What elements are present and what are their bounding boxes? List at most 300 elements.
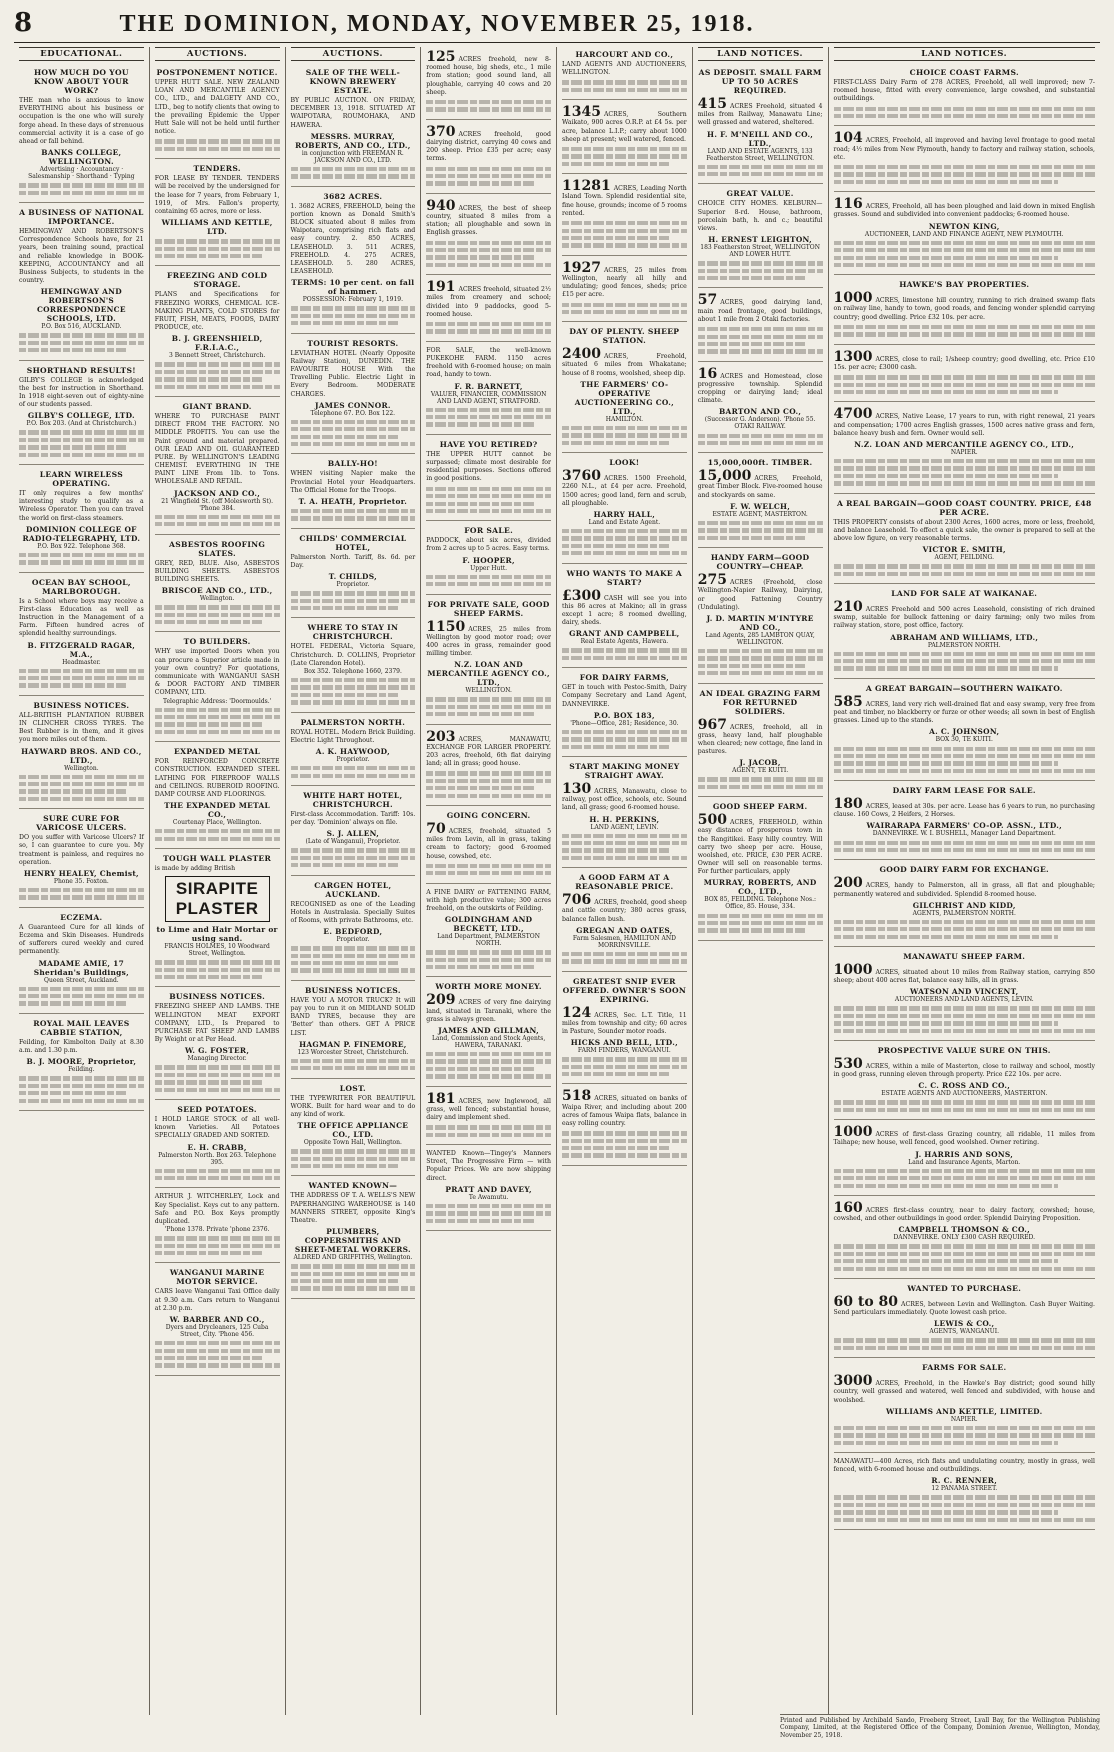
print-lines <box>562 730 687 749</box>
ad-firm: HENRY HEALEY, Chemist, <box>23 868 139 878</box>
ad-text: LEVIATHAN HOTEL (Nearly Opposite Railway Station), DUNEDIN. THE FAVOURITE HOUSE With the Travelling Public. Electric Light in Every Bedroom. MODERATE CHARGES. <box>290 349 416 398</box>
ad-text: FOR LEASE BY TENDER. TENDERS will be received by the undersigned for the lease for 7 years, from February 1, 1919, of Mrs. Fallon's property, containing 65 acres, more or less. <box>154 175 280 215</box>
ad-acreage: 1000 <box>833 1124 873 1141</box>
ad-address: 123 Worcester Street, Christchurch. <box>297 1048 409 1056</box>
advertisement <box>698 686 823 798</box>
ad-acreage: 124 <box>562 1004 592 1021</box>
ad-address: Telephone 67. P.O. Box 122. <box>310 409 396 417</box>
ad-title: EXPANDED METAL <box>174 747 261 757</box>
ad-firm: H. H. PERKINS, <box>589 814 660 824</box>
ad-text: ACRES, within a mile of Masterton, close to railway and school, mostly in good grass, running eleven through property. Price £22 10s. per acre. <box>833 1063 1095 1079</box>
ad-address: Advertising · Accountancy · Salesmanship · Shorthand · Typing <box>28 166 135 181</box>
advertisement <box>19 205 144 361</box>
advertisement <box>562 258 687 323</box>
print-lines <box>562 147 687 166</box>
ad-title: FARMS FOR SALE. <box>922 1363 1007 1373</box>
ad-text: ACRES, close to rail; 1/sheep country; good dwelling, etc. Price £10 15s. per acre; £3000 cash. <box>833 355 1095 371</box>
ad-address: Wellington. <box>64 764 99 772</box>
print-lines <box>291 1059 416 1071</box>
print-lines <box>155 362 280 388</box>
ad-body <box>698 813 823 876</box>
ad-firm: T. CHILDS, <box>328 572 378 582</box>
ad-title: DAY OF PLENTY. SHEEP STATION. <box>569 327 680 346</box>
ad-text: ACRES, 25 miles from Wellington, nearly all hilly and undulating; good fences, sheds; price £15 per acre. <box>562 266 687 299</box>
print-lines <box>291 306 416 325</box>
advertisement <box>834 1198 1096 1279</box>
advertisement <box>834 1455 1096 1530</box>
ad-body <box>19 490 144 523</box>
ad-title: 15,000,000ft. TIMBER. <box>707 458 813 468</box>
print-lines <box>155 1236 280 1255</box>
advertisement <box>562 176 687 255</box>
advertisement <box>155 537 280 633</box>
print-lines <box>698 165 823 177</box>
ad-acreage: 518 <box>562 1088 592 1105</box>
ad-acreage: 16 <box>697 365 718 382</box>
ad-firm: MESSRS. MURRAY, ROBERTS, AND CO., LTD., <box>295 131 411 150</box>
print-lines <box>834 459 1096 485</box>
ad-text: CHOICE CITY HOMES. KELBURN—Superior 8-rd. House, bathroom, porcelain bath, h. and c.; beautiful views. <box>697 200 823 232</box>
advertisement <box>562 102 687 174</box>
ad-firm: THE FARMERS' CO-OPERATIVE AUCTIONEERING CO., LTD., <box>574 379 674 416</box>
ad-text: ACRES, between Levin and Wellington. Cash Buyer Waiting. Send particulars immediately. Quote lowest cash price. <box>833 1300 1095 1317</box>
advertisement <box>291 715 416 786</box>
ad-title: AN IDEAL GRAZING FARM FOR RETURNED SOLDIERS. <box>699 688 821 716</box>
column-auctions-1 <box>150 47 286 1715</box>
ad-address: AGENTS, WANGANUI. <box>929 1328 1000 1336</box>
print-lines <box>562 648 687 660</box>
ad-body <box>19 834 144 867</box>
advertisement <box>291 336 416 455</box>
print-lines <box>426 864 551 876</box>
ad-body <box>698 200 823 233</box>
ad-body <box>426 451 551 484</box>
advertisement <box>834 586 1096 679</box>
ad-text: ACRES, situated about 10 miles from Railway station, carrying 850 sheep; about 400 acres flat, balance easy hills, all in grass. <box>833 968 1095 985</box>
ad-text: ROYAL HOTEL. Modern Brick Building. Electric Light Throughout. <box>290 728 416 744</box>
print-lines <box>834 1426 1096 1445</box>
ad-text: GREY, RED, BLUE. Also, ASBESTOS BUILDING SHEETS. ASBESTOS BUILDING SHEETS. <box>154 559 280 583</box>
ad-address: Managing Director. <box>187 1055 247 1063</box>
ad-acreage: 967 <box>697 716 727 733</box>
ad-acreage: 160 <box>833 1199 863 1216</box>
ad-body <box>698 293 823 324</box>
advertisement <box>155 399 280 535</box>
ad-address: WELLINGTON. <box>465 687 512 695</box>
ad-acreage: £300 <box>562 587 601 604</box>
ad-firm: GOLDINGHAM AND BECKETT, LTD., <box>444 915 533 934</box>
ad-acreage: 530 <box>833 1056 863 1072</box>
ad-text: ACRES, situated on banks of Waipa River, and including about 200 acres of famous Waipa flats, balance in easy rolling country. <box>562 1095 687 1128</box>
ad-title: WHO WANTS TO MAKE A START? <box>566 568 683 587</box>
print-lines <box>834 1100 1096 1112</box>
ad-text: ACRES, MANAWATU, EXCHANGE FOR LARGER PROPERTY. 203 acres, freehold, 6th flat dairying land; all in grass; good house. <box>426 735 551 768</box>
ad-acreage: 203 <box>426 728 456 745</box>
ad-address: Telegraphic Address: 'Doormoulds.' <box>162 697 272 705</box>
ad-title: A REAL BARGAIN—GOOD COAST COUNTRY. PRICE, £48 PER ACRE. <box>836 498 1092 517</box>
ad-body <box>426 199 551 238</box>
ad-firm: ABRAHAM AND WILLIAMS, LTD., <box>890 632 1039 642</box>
ad-body <box>155 79 280 136</box>
ad-body <box>291 554 416 570</box>
ad-text: THE ADDRESS OF T. A. WELLS'S NEW PAPERHANGING WAREHOUSE is 140 MANNERS STREET, opposite King's Theatre. <box>290 1192 416 1224</box>
ad-body <box>19 1039 144 1055</box>
ad-body <box>426 889 551 914</box>
ad-acreage: 104 <box>833 130 863 147</box>
ad-firm: R. C. RENNER, <box>931 1476 998 1486</box>
ad-address: ALDRED AND GRIFFITHS, Wellington. <box>293 1254 413 1262</box>
print-lines <box>19 553 144 565</box>
advertisement <box>698 364 823 454</box>
ad-acreage: 3760 <box>562 468 601 485</box>
ad-body <box>426 993 551 1024</box>
advertisement <box>698 290 823 361</box>
ad-body <box>834 1057 1096 1079</box>
ad-firm: HAYWARD BROS. AND CO., LTD., <box>21 746 142 765</box>
advertisement <box>562 455 687 563</box>
ad-acreage: 60 to 80 <box>833 1293 899 1310</box>
ad-acreage: 125 <box>426 49 456 65</box>
ad-title: GOING CONCERN. <box>446 810 531 820</box>
ad-firm: H. ERNEST LEIGHTON, <box>708 235 813 245</box>
ad-body <box>155 291 280 332</box>
ad-body <box>698 97 823 128</box>
ad-body <box>19 712 144 745</box>
ad-text: ACRES freehold, good dairying district, carrying 40 cows and 200 sheep. Price £35 per acre; easy terms. <box>426 130 551 163</box>
ad-acreage: 275 <box>697 572 727 589</box>
ad-text: is made by adding British <box>154 864 236 872</box>
ad-address: 3 Bennett Street, Christchurch. <box>169 352 266 360</box>
ad-body <box>19 377 144 410</box>
advertisement <box>426 727 551 806</box>
print-lines <box>698 649 823 675</box>
section-heading: LAND NOTICES. <box>698 47 823 61</box>
ad-title: HOW MUCH DO YOU KNOW ABOUT YOUR WORK? <box>33 68 129 95</box>
ad-text: ACRES, Leading North Island Town. Splendid residential site, fine house, grounds; income of 5 rooms rented. <box>562 185 687 217</box>
ad-title: LEARN WIRELESS OPERATING. <box>39 469 123 488</box>
ad-title: GOOD DAIRY FARM FOR EXCHANGE. <box>879 865 1049 875</box>
ad-body <box>562 347 687 378</box>
ad-acreage: 370 <box>426 123 456 140</box>
ad-firm: GRANT AND CAMPBELL, <box>569 629 680 639</box>
advertisement <box>19 698 144 809</box>
ad-text: ACRES, Freehold, all has been ploughed and laid down in mixed English grasses. Sound and subdivided into convenient paddocks; 6-roomed house. <box>833 203 1095 219</box>
ad-title: POSTPONEMENT NOTICE. <box>156 68 278 77</box>
sirapite-logo: SIRAPITE PLASTER <box>165 876 270 922</box>
ad-address: 183 Featherston Street, WELLINGTON AND LOWER HUTT. <box>700 244 820 259</box>
ad-firm: WATSON AND VINCENT, <box>910 987 1019 997</box>
ad-text: ACRES, leased at 30s. per acre. Lease has 6 years to run, no purchasing clause. 160 Cows, 2 Heifers, 2 Horses. <box>833 803 1095 819</box>
ad-body <box>698 469 823 500</box>
ad-address: BOX 30, TE KUITI. <box>935 736 993 744</box>
ad-address: DANNEVIRKE. W. I. BUSHELL, Manager Land Department. <box>872 830 1056 838</box>
ad-text: ACRES, land very rich well-drained flat and easy swamp, very free from peat and timber, no blackberry or furze or other weeds; all sown in best of English grasses. Lined up to the stands. <box>833 700 1095 725</box>
ad-firm: to Lime and Hair Mortar or using sand. <box>156 925 278 944</box>
ad-text: ACRES, Freehold, all improved and having level frontage to good metal road; 4½ miles from New Plymouth, handy to factory and railway station, schools, etc. <box>833 137 1095 161</box>
ad-address: NAPIER. <box>950 1415 978 1423</box>
ad-address: AUCTIONEER, LAND AND FINANCE AGENT, NEW PLYMOUTH. <box>864 230 1064 238</box>
ad-title: WHERE TO STAY IN CHRISTCHURCH. <box>307 623 399 642</box>
ad-body <box>834 1201 1096 1223</box>
ad-firm: J. HARRIS AND SONS, <box>915 1149 1014 1159</box>
ad-text: ACRES, Freehold, situated 6 miles from Whakatane; house of 8 rooms, woolshed, sheep dip. <box>562 353 687 377</box>
ad-acreage: 415 <box>697 96 727 112</box>
ad-body <box>834 79 1096 104</box>
ad-address: Box 352. Telephone 1660, 2379. <box>303 668 402 675</box>
print-lines <box>19 775 144 801</box>
advertisement <box>426 523 551 594</box>
ad-firm: PLUMBERS, COPPERSMITHS AND SHEET-METAL WORKERS. <box>294 1227 411 1255</box>
ad-acreage: 210 <box>833 599 863 616</box>
ad-body <box>19 97 144 146</box>
ad-acreage: 1345 <box>562 104 601 121</box>
ad-acreage: 4700 <box>833 406 873 423</box>
ad-body <box>834 1125 1096 1147</box>
column-educational <box>14 47 150 1715</box>
ad-firm: B. FITZGERALD RAGAR, M.A., <box>27 640 136 659</box>
ad-text: ACRES, limestone hill country, running to rich drained swamp flats on railway line, handy to town, good roads, and fencing wonder splendid carrying country; good dwelling. Price £32 10s. per acre. <box>833 297 1095 321</box>
ad-acreage: 181 <box>426 1090 456 1107</box>
advertisement <box>155 744 280 849</box>
advertisement <box>19 1016 144 1111</box>
print-lines <box>562 303 687 315</box>
print-lines <box>426 1052 551 1078</box>
ad-body <box>291 350 416 399</box>
ad-body <box>562 105 687 144</box>
ad-text: ALL-BRITISH PLANTATION RUBBER IN CLINCHER CROSS TYRES. The Best Rubber is in them, and it gives you more miles out of them. <box>19 711 144 744</box>
print-lines <box>834 564 1096 576</box>
print-lines <box>291 946 416 972</box>
advertisement <box>291 189 416 334</box>
ad-address: Land and Estate Agent. <box>588 518 661 526</box>
ad-body <box>562 684 687 709</box>
print-lines <box>155 139 280 151</box>
ad-body <box>155 560 280 585</box>
ad-acreage: 130 <box>562 780 592 797</box>
ad-text: A FINE DAIRY or FATTENING FARM, with high productive value; 300 acres freehold, on the outskirts of Feilding. <box>426 888 551 912</box>
advertisement <box>834 128 1096 192</box>
ad-acreage: 3000 <box>833 1373 873 1390</box>
ad-address: Land and Insurance Agents, Marton. <box>908 1158 1021 1166</box>
ad-firm: WILLIAMS AND KETTLE, LTD. <box>161 218 273 237</box>
advertisement <box>426 437 551 521</box>
ad-acreage: 209 <box>426 992 456 1009</box>
ad-address: AGENT, TE KUITI. <box>732 767 789 775</box>
advertisement <box>834 194 1096 275</box>
print-lines <box>834 375 1096 394</box>
advertisement <box>426 122 551 194</box>
ad-address: LAND AGENT, LEVIN. <box>590 823 659 831</box>
ad-firm: JACKSON AND CO., <box>174 488 261 498</box>
ad-body <box>155 758 280 799</box>
ad-address: Opposite Town Hall, Wellington. <box>303 1139 402 1147</box>
print-lines <box>698 327 823 353</box>
ad-firm: T. A. HEATH, Proprietor. <box>298 496 408 506</box>
advertisement <box>19 363 144 465</box>
ad-title: GIANT BRAND. <box>182 401 252 411</box>
ad-acreage: 1000 <box>833 961 873 978</box>
ad-acreage: 15,000 <box>697 468 752 485</box>
ad-body <box>834 1295 1096 1317</box>
ad-title: HANDY FARM—GOOD COUNTRY—CHEAP. <box>710 553 810 572</box>
ad-text: WHERE TO PURCHASE PAINT DIRECT FROM THE FACTORY. NO MIDDLE PROFITS. You can use the Paint ground and material prepared. OUR LEAD AND OIL GUARANTEED PURE. By WELLINGTON'S LEADING CHEMIST. EVERYTHING IN THE PAINT LINE From 1lb. to Tons. WHOLESALE AND RETAIL. <box>154 412 280 486</box>
advertisement <box>562 870 687 971</box>
print-lines <box>155 1169 280 1181</box>
ad-body <box>426 280 551 319</box>
ad-address: Proprietor. <box>336 756 370 764</box>
ad-title: SALE OF THE WELL-KNOWN BREWERY ESTATE. <box>305 68 401 95</box>
advertisement <box>562 974 687 1085</box>
ad-title: A BUSINESS OF NATIONAL IMPORTANCE. <box>19 208 144 226</box>
ad-firm: HAGMAN P. FINEMORE, <box>299 1039 407 1049</box>
advertisement <box>834 1122 1096 1196</box>
ad-address: Upper Hutt. <box>470 564 508 572</box>
ad-address: ESTATE AGENTS AND AUCTIONEERS, MASTERTON. <box>881 1090 1048 1098</box>
ad-body <box>426 125 551 164</box>
print-lines <box>834 652 1096 671</box>
ad-body <box>834 197 1096 219</box>
ad-text: THE man who is anxious to know EVERYTHING about his business or occupation is the one who will surely forge ahead. In these days of strenuous commercial activity it is a case of go ahead or fall behind. <box>19 97 144 145</box>
print-lines <box>834 241 1096 267</box>
ad-text: PLANS and Specifications for FREEZING WORKS, CHEMICAL ICE-MAKING PLANTS, COLD STORES for FRUIT, FISH, MEATS, FOODS, DAIRY PRODUCE, etc. <box>154 291 280 332</box>
ad-body <box>834 1458 1096 1474</box>
ad-address: Te Awamutu. <box>468 1193 509 1201</box>
ad-body <box>155 175 280 216</box>
ad-title: WANTED TO PURCHASE. <box>907 1283 1022 1293</box>
ad-address: NAPIER. <box>950 448 978 456</box>
print-lines <box>291 420 416 446</box>
ad-text: FIRST-CLASS Dairy Farm of 278 ACRES, Freehold, all well improved; new 7-roomed house, fitted with every convenience, large cowshed, and substantial outbuildings. <box>833 79 1095 103</box>
ad-title: LOOK! <box>609 458 640 468</box>
print-lines <box>698 914 823 933</box>
ad-text: ACRES, Southern Waikato, 900 acres O.R.P. at £4 5s. per acre, balance L.I.P.; carry about 1000 sheep at present; well watered, fenced. <box>562 111 687 143</box>
section-heading: AUCTIONS. <box>155 47 280 61</box>
ad-address: Queen Street, Auckland. <box>44 976 119 984</box>
ad-acreage: 57 <box>697 292 718 309</box>
page-title: THE DOMINION, MONDAY, NOVEMBER 25, 1918. <box>119 11 755 37</box>
print-lines <box>562 80 687 92</box>
print-lines <box>562 952 687 964</box>
advertisement <box>19 811 144 908</box>
ad-firm: E. BEDFORD, <box>323 927 383 937</box>
print-lines <box>426 1204 551 1223</box>
print-lines <box>562 834 687 860</box>
ad-firm: GILBY'S COLLEGE, LTD. <box>27 411 135 421</box>
ad-text: PADDOCK, about six acres, divided from 2 acres up to 5 acres. Easy terms. <box>426 537 551 553</box>
ad-title: FREEZING AND COLD STORAGE. <box>167 271 268 290</box>
ad-body <box>426 50 551 97</box>
advertisement <box>426 344 551 435</box>
ad-title: FOR DAIRY FARMS, <box>579 673 670 683</box>
advertisement <box>562 324 687 453</box>
ad-text: ACRES first-class country, near to dairy factory, cowshed; house, cowshed, and other outbuildings in good order. Splendid Dairying Proposition. <box>833 1206 1095 1223</box>
ad-address: P.O. Box 203. (And at Christchurch.) <box>26 420 137 428</box>
ad-body <box>426 620 551 659</box>
ad-title: WANGANUI MARINE MOTOR SERVICE. <box>169 1268 265 1287</box>
ad-text: ACRES Freehold, situated 4 miles from Railway, Manawatu Line; well grassed and watered, sheltered. <box>697 103 823 127</box>
advertisement <box>291 878 416 981</box>
section-heading: EDUCATIONAL. <box>19 47 144 61</box>
advertisement <box>155 268 280 397</box>
ad-body <box>426 822 551 861</box>
ad-acreage: 1150 <box>426 618 466 635</box>
print-lines <box>155 605 280 624</box>
ad-firm: B. J. GREENSHIELD, F.R.I.A.C., <box>171 334 263 353</box>
ad-address: POSSESSION: February 1, 1919. <box>302 296 404 304</box>
ad-acreage: 1300 <box>833 348 873 365</box>
print-lines <box>426 487 551 513</box>
ad-text: ACRES freehold, situated 2½ miles from creamery and school; divided into 9 paddocks, good 5-roomed house. <box>426 286 551 318</box>
print-lines <box>426 697 551 716</box>
advertisement <box>155 1190 280 1263</box>
print-lines <box>155 708 280 734</box>
ad-body <box>834 695 1096 726</box>
ad-firm: HICKS AND BELL, LTD., <box>570 1038 678 1048</box>
advertisement <box>426 47 551 120</box>
print-lines <box>698 777 823 789</box>
print-lines <box>426 950 551 969</box>
ad-text: ACRES, Native Lease, 17 years to run, with right renewal, 21 years and compensation; 1700 acres English grasses, 1500 acres native grass and fern, balance heavy bush and fern. Owner would sell. <box>833 413 1095 437</box>
ad-address: 21 Wingfield St. (off Molesworth St). 'Phone 384. <box>161 497 274 512</box>
ad-address: in conjunction with FREEMAN R. JACKSON AND CO., LTD. <box>301 149 404 164</box>
ad-text: ACRES, new Inglewood, all grass, well fenced; substantial house, dairy and implement shed. <box>426 1097 551 1121</box>
ad-text: HOTEL FEDERAL, Victoria Square, Christchurch. D. COLLINS, Proprietor (Late Clarendon Hotel). <box>290 643 416 667</box>
print-lines <box>562 221 687 247</box>
ad-text: CARS leave Wanganui Taxi Office daily at 9.30 a.m. Cars return to Wanganui at 2.30 p.m. <box>154 1288 280 1312</box>
ad-firm: N.Z. LOAN AND MERCANTILE AGENCY CO., LTD., <box>854 439 1075 449</box>
advertisement <box>698 186 823 288</box>
ad-acreage: 2400 <box>562 346 601 363</box>
print-lines <box>19 987 144 1006</box>
print-lines <box>19 669 144 688</box>
ad-address: HAMILTON. <box>605 415 644 423</box>
print-lines <box>426 100 551 112</box>
advertisement <box>426 1089 551 1145</box>
ad-title: WORTH MORE MONEY. <box>435 982 542 992</box>
ad-body <box>426 730 551 769</box>
ad-text: ACRES Freehold and 500 acres Leasehold, consisting of rich drained swamp, suitable for bullock fattening or dairy farming; only two miles from railway station, store, post office, factory. <box>833 606 1095 630</box>
ad-acreage: 706 <box>562 892 592 909</box>
ad-text: FOR REINFORCED CONCRETE CONSTRUCTION. EXPANDED STEEL LATHING FOR FIREPROOF WALLS and CEILINGS. RUBEROID ROOFING. DAMP COURSE AND FLOORINGS. <box>154 758 280 798</box>
ad-text: ACRES, Freehold, in the Hawke's Bay district; good sound hilly country, well grassed and watered, well fenced and subdivided, with house and woolshed. <box>833 1380 1095 1404</box>
print-lines <box>291 1264 416 1290</box>
ad-acreage: 11281 <box>562 178 611 195</box>
masthead <box>14 8 1100 43</box>
advertisement <box>426 979 551 1086</box>
ad-title: GOOD SHEEP FARM. <box>712 802 808 812</box>
advertisement <box>291 983 416 1079</box>
ad-title: 3682 ACRES. <box>323 191 383 201</box>
ad-firm: GILCHRIST AND KIDD, <box>912 900 1016 910</box>
ad-firm: BRISCOE AND CO., LTD., <box>161 586 273 596</box>
ad-title: GREATEST SNIP EVER OFFERED. OWNER'S SOON EXPIRING. <box>562 976 687 1004</box>
ad-body <box>291 1095 416 1120</box>
advertisement <box>291 1081 416 1177</box>
ad-title: BUSINESS NOTICES. <box>169 992 266 1002</box>
ad-address: LAND AND ESTATE AGENTS, 133 Featherston Street, WELLINGTON. <box>706 147 815 162</box>
ad-title: SEED POTATOES. <box>177 1105 257 1115</box>
ad-title: A GOOD FARM AT A REASONABLE PRICE. <box>575 873 674 892</box>
advertisement <box>562 47 687 100</box>
ad-body <box>834 600 1096 631</box>
ad-text: I HOLD LARGE STOCK of all well-known Varieties. All Potatoes SPECIALLY GRADED AND SORTED. <box>154 1116 280 1140</box>
ad-title: TO BUILDERS. <box>183 637 251 647</box>
ad-text: ACRES, Manawatu, close to railway, post office, schools, etc. Sound land, all grass; good 6-roomed house. <box>562 787 687 812</box>
advertisement <box>834 783 1096 860</box>
ad-address: Courtenay Place, Wellington. <box>172 819 262 827</box>
advertisement <box>155 65 280 159</box>
ad-body <box>291 1192 416 1225</box>
